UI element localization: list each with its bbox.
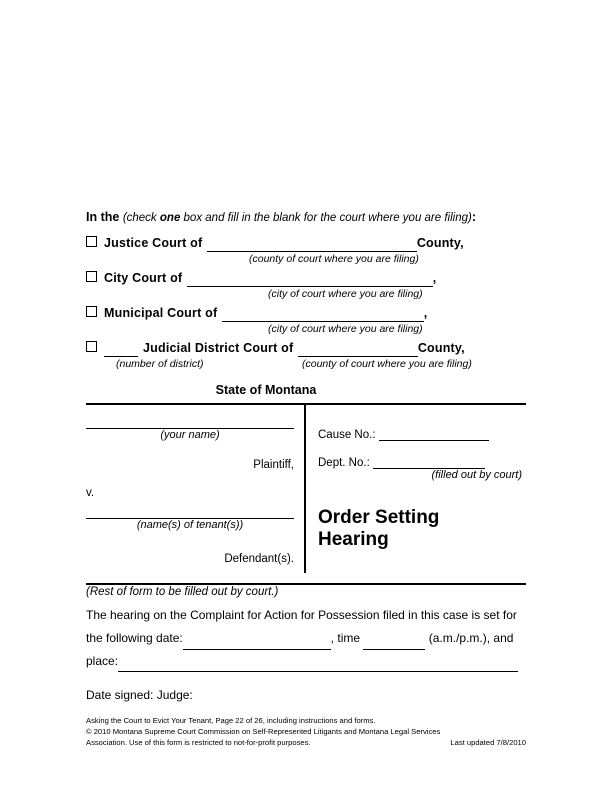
city-court-label: City Court of (104, 271, 183, 285)
city-court-caption: (city of court where you are filing) (268, 288, 423, 300)
district-court-trailing: County, (417, 341, 465, 355)
hearing-line-1-text: The hearing on the Complaint for Action for Possession filed in this case is set for (86, 608, 517, 622)
caption-divider (304, 405, 306, 573)
footer-line-1: Asking the Court to Evict Your Tenant, Page 22 of 26, including instructions and forms. (86, 716, 376, 725)
cause-no-label: Cause No.: (318, 429, 379, 441)
footer-line-2: © 2010 Montana Supreme Court Commission on Self-Represented Litigants and Montana Legal Services (86, 727, 441, 737)
check-instruction (123, 212, 472, 224)
justice-court-label: Justice Court of (104, 236, 203, 250)
checkbox-city-court[interactable] (86, 271, 97, 282)
versus-label: v. (86, 487, 95, 499)
district-court-label: Judicial District Court of (143, 341, 294, 355)
filled-by-court-caption: (filled out by court) (431, 469, 522, 481)
defendant-name-caption: (name(s) of tenant(s)) (136, 519, 244, 531)
hearing-paragraph (86, 604, 526, 672)
date-signed-label: Date signed: (86, 688, 154, 703)
signature-row (86, 688, 526, 702)
defendant-label: Defendant(s). (224, 553, 294, 565)
court-option-justice[interactable] (86, 234, 526, 252)
city-court-trailing: , (432, 271, 437, 285)
municipal-court-label: Municipal Court of (104, 306, 218, 320)
court-option-city[interactable] (86, 269, 526, 287)
caption-box (86, 405, 526, 583)
caption-right-column (318, 405, 526, 551)
time-label: , time (330, 630, 364, 645)
city-court-blank[interactable] (187, 273, 433, 287)
place-label: place: (86, 653, 119, 668)
justice-court-caption: (county of court where you are filing) (249, 253, 419, 265)
dept-no-row (318, 455, 526, 469)
ampm-label: (a.m./p.m.), and (425, 630, 514, 645)
checkbox-municipal-court[interactable] (86, 306, 97, 317)
municipal-court-caption: (city of court where you are filing) (268, 323, 423, 335)
rest-of-form-note: (Rest of form to be filled out by court.) (86, 586, 279, 598)
justice-court-trailing: County, (416, 236, 464, 250)
footer-line-3: Association. Use of this form is restricted to not-for-profit purposes. (86, 737, 311, 747)
justice-court-blank[interactable] (207, 238, 417, 252)
municipal-court-blank[interactable] (222, 308, 424, 322)
hearing-line-2 (86, 627, 526, 650)
district-county-caption: (county of court where you are filing) (302, 358, 472, 370)
dept-no-label: Dept. No.: (318, 457, 373, 469)
caption-bottom-rule (86, 583, 526, 585)
cause-no-blank[interactable] (379, 427, 489, 441)
footer-last-updated: Last updated 7/8/2010 (450, 737, 526, 747)
hearing-place-blank[interactable] (118, 658, 518, 672)
instruction-bold: one (159, 212, 181, 224)
court-option-municipal[interactable] (86, 304, 526, 322)
hearing-time-blank[interactable] (363, 636, 425, 650)
plaintiff-label: Plaintiff, (253, 459, 294, 471)
hearing-line-3 (86, 650, 526, 673)
form-title-line2: Hearing (318, 528, 389, 550)
state-line: State of Montana (215, 383, 317, 397)
municipal-court-trailing: , (423, 306, 428, 320)
instruction-colon: : (471, 210, 477, 224)
checkbox-justice-court[interactable] (86, 236, 97, 247)
instruction-post: box and fill in the blank for the court where you are filing) (180, 212, 472, 224)
hearing-date-blank[interactable] (183, 636, 331, 650)
district-captions (116, 358, 526, 374)
caption-left-column (86, 405, 302, 565)
court-option-district[interactable] (86, 339, 526, 357)
district-number-blank[interactable] (104, 343, 138, 357)
page-footer (86, 716, 526, 748)
instruction-pre: (check (122, 212, 160, 224)
form-title-line1: Order Setting (318, 507, 440, 528)
dept-no-blank[interactable] (373, 455, 485, 469)
date-label: the following date: (86, 630, 183, 645)
district-number-caption: (number of district) (116, 358, 204, 370)
judge-label: Judge: (156, 688, 193, 703)
district-county-blank[interactable] (298, 343, 418, 357)
form-title (318, 507, 526, 551)
page-title (86, 210, 526, 224)
hearing-line-1 (86, 604, 526, 627)
form-content (86, 210, 526, 702)
cause-no-row (318, 427, 526, 441)
in-the-text: In the (86, 210, 123, 224)
plaintiff-name-caption: (your name) (160, 429, 220, 441)
checkbox-district-court[interactable] (86, 341, 97, 352)
